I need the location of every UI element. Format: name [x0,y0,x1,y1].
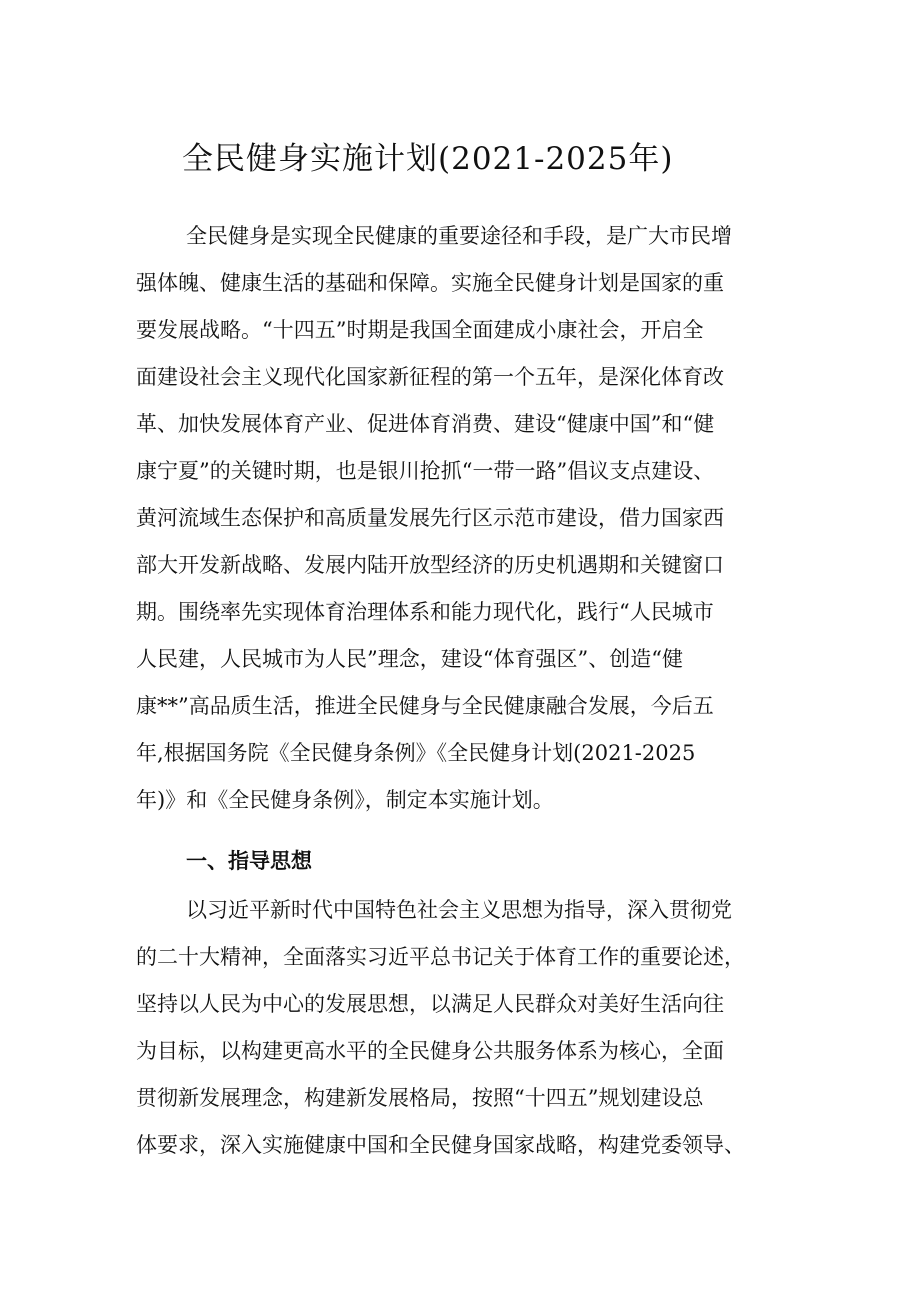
paragraph-line: 要发展战略。“十四五”时期是我国全面建成小康社会，开启全 [136,318,704,342]
paragraph-line: 期。围绕率先实现体育治理体系和能力现代化，践行“人民城市 [136,600,714,624]
paragraph-line: 康宁夏”的关键时期，也是银川抢抓“一带一路”倡议支点建设、 [136,459,715,483]
paragraph-line: 贯彻新发展理念，构建新发展格局，按照“十四五”规划建设总 [136,1086,704,1110]
paragraph-line: 康**”高品质生活，推进全民健身与全民健康融合发展，今后五 [136,694,714,718]
paragraph-line: 体要求，深入实施健康中国和全民健身国家战略，构建党委领导、 [136,1133,745,1157]
paragraph-line: 面建设社会主义现代化国家新征程的第一个五年，是深化体育改 [136,365,724,389]
paragraph-line: 的二十大精神，全面落实习近平总书记关于体育工作的重要论述， [136,945,745,969]
paragraph-line: 坚持以人民为中心的发展思想，以满足人民群众对美好生活向往 [136,992,724,1016]
paragraph-line: 黄河流域生态保护和高质量发展先行区示范市建设，借力国家西 [136,506,724,530]
paragraph-line: 人民建，人民城市为人民”理念，建设“体育强区”、创造“健 [136,647,683,671]
paragraph-line: 强体魄、健康生活的基础和保障。实施全民健身计划是国家的重 [136,271,724,295]
section-heading: 一、指导思想 [186,849,312,873]
paragraph-line: 为目标，以构建更高水平的全民健身公共服务体系为核心，全面 [136,1039,724,1063]
paragraph-line: 年)》和《全民健身条例》，制定本实施计划。 [136,788,554,812]
paragraph-line: 部大开发新战略、发展内陆开放型经济的历史机遇期和关键窗口 [136,553,724,577]
paragraph-line: 全民健身是实现全民健康的重要途径和手段，是广大市民增 [186,224,732,248]
document-title: 全民健身实施计划(2021-2025年) [182,141,674,177]
paragraph-line: 以习近平新时代中国特色社会主义思想为指导，深入贯彻党 [186,898,732,922]
paragraph-line: 革、加快发展体育产业、促进体育消费、建设“健康中国”和“健 [136,412,715,436]
paragraph-line: 年,根据国务院《全民健身条例》《全民健身计划(2021-2025 [136,741,696,765]
